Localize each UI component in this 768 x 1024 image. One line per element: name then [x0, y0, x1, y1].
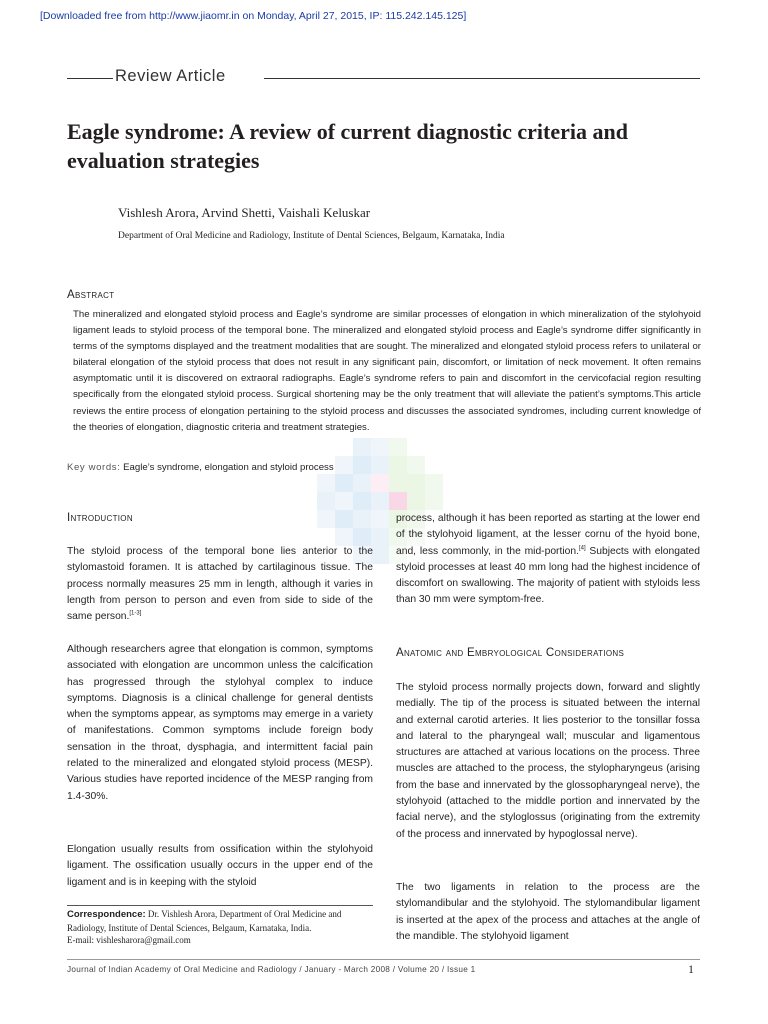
correspondence-rule	[67, 905, 373, 906]
anatomic-paragraph-1: The styloid process normally projects down, forward and slightly medially. The tip of the process is situated between the internal and external carotid arteries. It lies posterior to the tonsillar fossa and lateral to the pharyngeal wall; muscular and ligamentous structures are attached at various locations on the process. Three muscles are attached to the process, the stylopharyngeus (arising from the base and innervated by the glossopharyngeal nerve), the stylohyoid (attached to the middle portion and innervated by the facial nerve), and the styloglossus (originating from the extremity of the process and innervated by hypoglossal nerve).	[396, 682, 700, 840]
intro-continued-text-2: Subjects with elongated styloid processes at least 40 mm long had the highest incidence of discomfort on swallowing. The majority of patient with styloids less than 30 mm were symptom-free.	[396, 545, 700, 606]
intro-paragraph-1-text: The styloid process of the temporal bone lies anterior to the stylomastoid foramen. It is attached by cartilaginous tissue. The process normally measures 25 mm in length, although it varies in length from person to person and even from side to side of the same person.	[67, 546, 373, 623]
keywords-label: Key words:	[67, 462, 121, 473]
correspondence-block	[67, 908, 373, 947]
intro-paragraph-2: Although researchers agree that elongation is common, symptoms associated with elongation are uncommon unless the calcification has progressed through the stylohyal complex to induce symptoms. Diagnosis is a clinical challenge for general dentists when the symptoms appear, as symptoms may emerge in a variety of manifestations. Common symptoms include foreign body sensation in the throat, dysphagia, and intermittent facial pain related to the mineralized and elongated styloid process (MESP). Various studies have reported incidence of the MESP ranging from 1.4-30%.	[67, 644, 373, 802]
footer-rule	[67, 959, 700, 960]
intro-continued-text: process, although it has been reported as starting at the lower end of the stylohyoid ligament, at the lesser cornu of the hyoid bone, and, less commonly, in the mid-portion.	[396, 513, 700, 557]
abstract-text: The mineralized and elongated styloid process and Eagle’s syndrome are similar processes of elongation in which mineralization of the stylohyoid ligament leads to styloid process of the temporal bone. The mineralized and elongated styloid process and Eagle’s syndrome differ significantly in terms of the symptoms displayed and the treatment modalities that are sought. The mineralized and elongated styloid process refers to unilateral or bilateral elongation of the styloid process that does not result in any significant pain, discomfort, or limitation of neck movement. It often remains asymptomatic until it is discovered on extraoral radiographs. Eagle’s syndrome refers to pain and discomfort in the cervicofacial region resulting specifically from the elongated styloid process. Surgical shortening may be the only treatment that will alleviate the patient’s symptoms.This article reviews the entire process of elongation pertaining to the styloid process and discusses the associated syndromes, including current knowledge of the theories of elongation, diagnostic criteria and treatment strategies.	[73, 309, 701, 433]
anatomic-paragraph-2: The two ligaments in relation to the process are the stylomandibular and the stylohyoid. The stylomandibular ligament is inserted at the apex of the process and attaches at the angle of the mandible. The stylohyoid ligament	[396, 882, 700, 942]
author-affiliation: Department of Oral Medicine and Radiology, Institute of Dental Sciences, Belgaum, Karnataka, India	[118, 231, 505, 241]
intro-paragraph-continued	[396, 511, 700, 609]
citation-ref: [4]	[578, 545, 586, 552]
header-rule-right	[264, 78, 700, 79]
keywords-text: Eagle’s syndrome, elongation and styloid process	[123, 462, 334, 473]
intro-paragraph-1	[67, 544, 373, 625]
download-banner: [Downloaded free from http://www.jiaomr.in on Monday, April 27, 2015, IP: 115.242.145.125]	[40, 10, 467, 22]
article-type-header	[67, 68, 700, 88]
correspondence-address: Dr. Vishlesh Arora, Department of Oral Medicine and Radiology, Institute of Dental Sciences, Belgaum, Karnataka, India.	[67, 909, 342, 933]
article-type-label: Review Article	[115, 67, 226, 85]
abstract-heading: Abstract	[67, 289, 115, 301]
header-rule-left	[67, 78, 113, 79]
author-list: Vishlesh Arora, Arvind Shetti, Vaishali Keluskar	[118, 205, 371, 220]
page-number: 1	[688, 962, 694, 976]
introduction-heading: Introduction	[67, 512, 133, 524]
anatomic-heading: Anatomic and Embryological Considerations	[396, 647, 625, 659]
correspondence-label: Correspondence:	[67, 909, 146, 920]
intro-paragraph-3: Elongation usually results from ossification within the stylohyoid ligament. The ossification usually occurs in the upper end of the ligament and is in keeping with the styloid	[67, 844, 373, 888]
article-title: Eagle syndrome: A review of current diagnostic criteria and evaluation strategies	[67, 119, 628, 173]
correspondence-email: E-mail: vishlesharora@gmail.com	[67, 935, 191, 945]
keywords-line	[67, 462, 334, 473]
journal-footer: Journal of Indian Academy of Oral Medicine and Radiology / January - March 2008 / Volume 20 / Issue 1	[67, 965, 476, 974]
citation-ref: [1-3]	[129, 610, 142, 617]
